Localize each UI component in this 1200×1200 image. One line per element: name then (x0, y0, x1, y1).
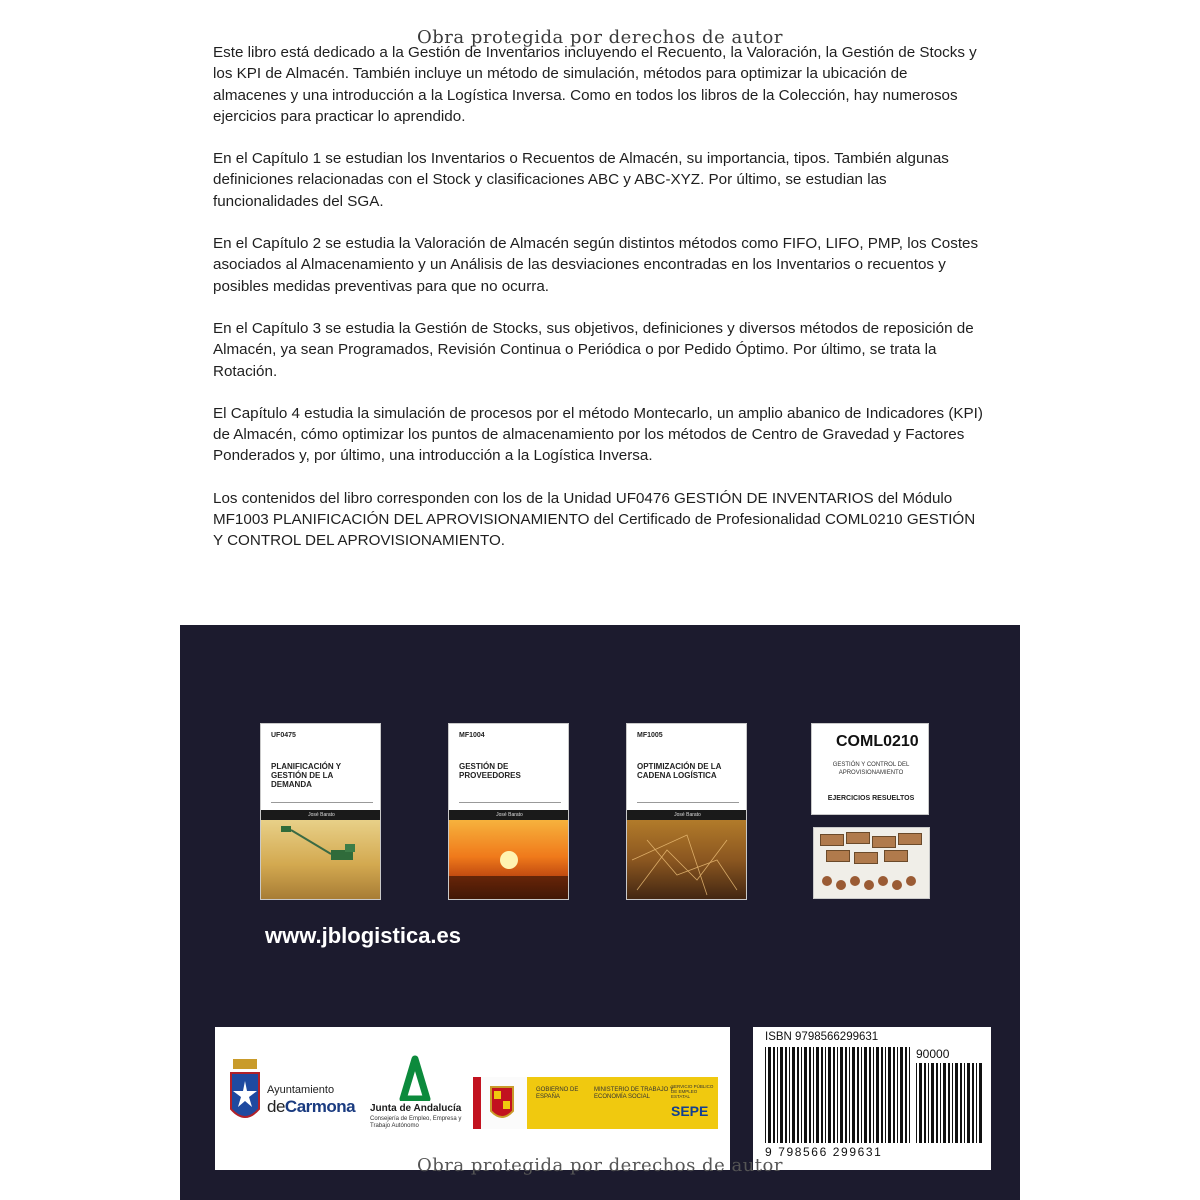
book-cover-uf0475 (260, 723, 381, 900)
book-author: José Barato (261, 810, 381, 820)
sunset-photo (449, 820, 569, 900)
spain-shield-area (473, 1077, 527, 1129)
sign-icon (820, 834, 844, 846)
book-cover-mf1004 (448, 723, 569, 900)
carmona-crest-icon (225, 1051, 265, 1145)
network-photo (627, 820, 747, 900)
book-title: OPTIMIZACIÓN DE LA CADENA LOGÍSTICA (637, 762, 722, 780)
protest-illustration (813, 827, 930, 899)
book-author: José Barato (449, 810, 569, 820)
junta-name: Junta de Andalucía (370, 1103, 462, 1114)
junta-andalucia-logo-icon (395, 1055, 435, 1101)
price-code: 90000 (916, 1047, 950, 1061)
person-icon (850, 876, 860, 886)
sign-icon (884, 850, 908, 862)
sun-icon (449, 820, 569, 900)
network-icon (627, 820, 747, 900)
paragraph-intro: Este libro está dedicado a la Gestión de Inventarios incluyendo el Recuento, la Valoración, la Gestión de Stocks y los KPI de Almacén. También incluye un método de simulación, métodos para optimizar la ubicación de almacenes y una introducción a la Logística Inversa. Como en todos los libros de la Colección, hay numerosos ejercicios para practicar lo aprendido. (213, 44, 977, 125)
divider (271, 802, 373, 803)
sign-icon (898, 833, 922, 845)
isbn-label: ISBN 9798566299631 (765, 1031, 879, 1043)
person-icon (864, 880, 874, 890)
barcode-digits: 9 798566 299631 (765, 1145, 883, 1159)
ministerio-text: MINISTERIO DE TRABAJO Y ECONOMÍA SOCIAL (594, 1087, 674, 1100)
person-icon (892, 880, 902, 890)
addon-barcode-bars (916, 1063, 982, 1143)
sign-icon (872, 836, 896, 848)
isbn-barcode (753, 1027, 991, 1170)
sign-icon (846, 832, 870, 844)
person-icon (906, 876, 916, 886)
watermark-bottom: Obra protegida por derechos de autor (417, 1155, 783, 1176)
description-text (213, 42, 983, 573)
paragraph-chapter-1: En el Capítulo 1 se estudian los Inventarios o Recuentos de Almacén, su importancia, tipos. También algunas definiciones relacionadas con el Stock y clasificaciones ABC y ABC-XYZ. Por último, se estudian las funcionalidades del SGA. (213, 150, 949, 210)
book-title: GESTIÓN DE PROVEEDORES (459, 762, 521, 780)
book-author: José Barato (627, 810, 747, 820)
carmona-name: deCarmona (267, 1097, 356, 1116)
watermark-top: Obra protegida por derechos de autor (417, 27, 783, 48)
book-code: MF1004 (459, 732, 485, 739)
book-title: PLANIFICACIÓN Y GESTIÓN DE LA DEMANDA (271, 762, 341, 789)
harvester-icon (261, 820, 381, 900)
book-cover-mf1005 (626, 723, 747, 900)
sponsor-logos (215, 1027, 730, 1170)
sign-icon (854, 852, 878, 864)
harvest-photo (261, 820, 381, 900)
person-icon (822, 876, 832, 886)
book-code: UF0475 (271, 732, 296, 739)
sepe-subtitle: SERVICIO PÚBLICO DE EMPLEO ESTATAL (671, 1084, 714, 1099)
barcode-bars (765, 1047, 913, 1143)
website-url[interactable]: www.jblogistica.es (265, 923, 462, 948)
divider (637, 802, 739, 803)
paragraph-chapter-2: En el Capítulo 2 se estudia la Valoración de Almacén según distintos métodos como FIFO, LIFO, PMP, los Costes asociados al Almacenamiento y un Análisis de las desviaciones encontradas en los Inventarios o recuentos y posibles medidas preventivas para que no ocurra. (213, 235, 979, 295)
paragraph-contents: Los contenidos del libro corresponden con los de la Unidad UF0476 GESTIÓN DE INVENTARIOS del Módulo MF1003 PLANIFICACIÓN DEL APROVISIONAMIENTO del Certificado de Profesionalidad COML0210 GESTIÓN Y CONTROL DEL APROVISIONAMIENTO. (213, 489, 976, 550)
sign-icon (826, 850, 850, 862)
sepe-logo: SEPE (671, 1103, 709, 1119)
divider (459, 802, 561, 803)
book-subtitle: GESTIÓN Y CONTROL DEL APROVISIONAMIENTO (832, 762, 910, 776)
person-icon (836, 880, 846, 890)
junta-department: Consejería de Empleo, Empresa y Trabajo Autónomo (370, 1116, 462, 1129)
book-cover-coml0210 (811, 723, 929, 815)
gobierno-text: GOBIERNO DE ESPAÑA (536, 1087, 579, 1100)
book-code: MF1005 (637, 732, 663, 739)
paragraph-chapter-3: En el Capítulo 3 se estudia la Gestión de Stocks, sus objetivos, definiciones y diversos métodos de reposición de Almacén, ya sean Programados, Revisión Continua o Periódica o por Pedido Óptimo. Por último, se trata la Rotación. (213, 319, 974, 380)
spain-shield-icon (473, 1077, 527, 1129)
person-icon (878, 876, 888, 886)
book-label: EJERCICIOS RESUELTOS (827, 795, 915, 802)
book-code: COML0210 (836, 733, 919, 750)
paragraph-chapter-4: El Capítulo 4 estudia la simulación de procesos por el método Montecarlo, un amplio abanico de Indicadores (KPI) de Almacén, cómo optimizar los puntos de almacenamiento por los métodos de Centro de Gravedad y Factores Ponderados y, por último, una introducción a la Logística Inversa. (213, 404, 983, 465)
carmona-line1: Ayuntamiento (267, 1084, 335, 1096)
